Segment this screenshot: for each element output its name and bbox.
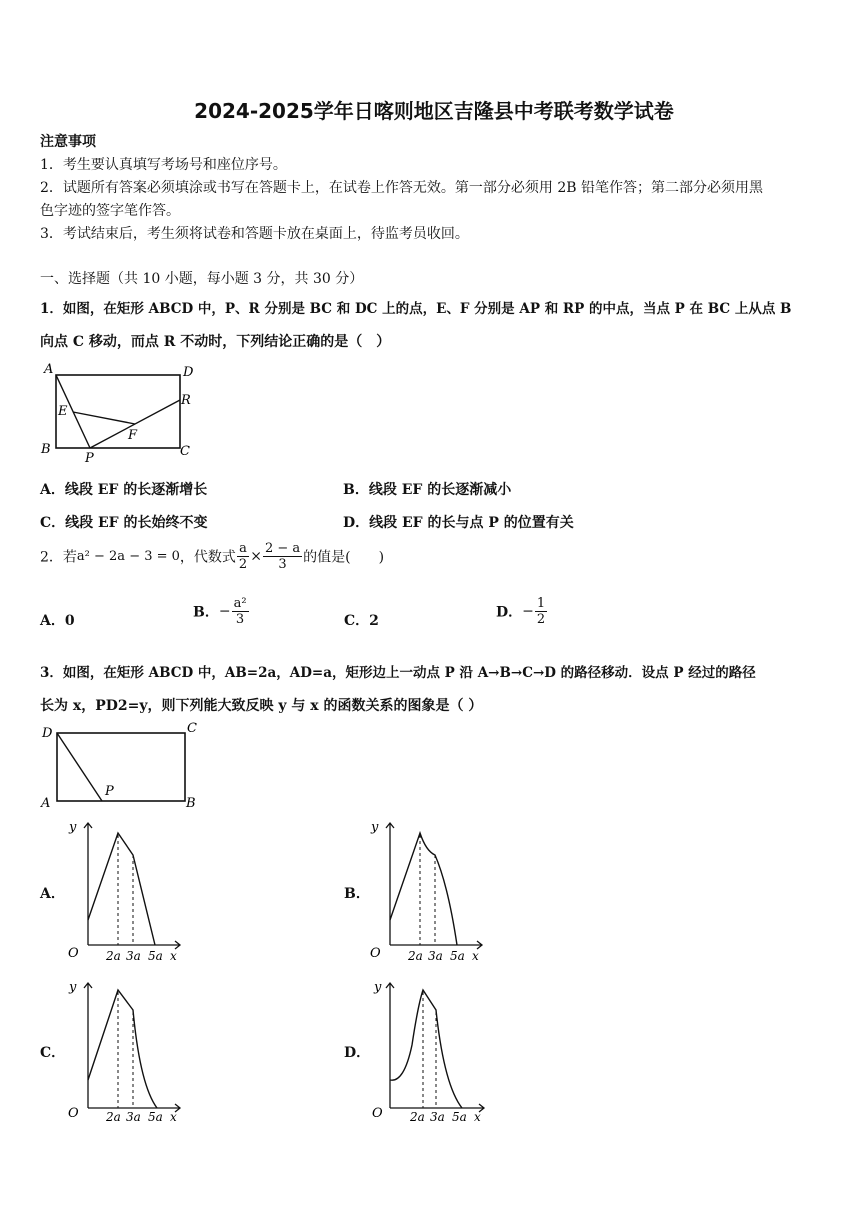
q3-graph-a-tick-5a: 5a — [148, 949, 163, 963]
q1-label-b: B — [41, 442, 51, 457]
q3-graph-d[interactable] — [362, 975, 492, 1125]
section-heading: 一、选择题（共 10 小题，每小题 3 分，共 30 分） — [40, 271, 364, 287]
notice-heading: 注意事项 — [40, 134, 96, 150]
q2-option-d-fraction: $\frac{1}{2}$ — [536, 596, 546, 627]
q3-graph-c-y-label: y — [69, 980, 77, 995]
q1-label-r: R — [181, 393, 191, 408]
q3-rectangle-figure — [38, 718, 208, 813]
q3-graph-b-origin-label: O — [370, 946, 381, 961]
q2-times: × — [250, 548, 262, 565]
q2-stem — [40, 541, 384, 572]
q2-prefix: 2．若 — [40, 549, 77, 566]
page-title: 2024-2025学年日喀则地区吉隆县中考联考数学试卷 — [194, 99, 674, 123]
q3-graph-c-tick-3a: 3a — [126, 1110, 141, 1124]
q1-label-c: C — [180, 444, 190, 459]
q2-option-c[interactable]: C．2 — [344, 613, 379, 629]
q3-graph-d-origin-label: O — [372, 1106, 383, 1121]
q3-option-c-label[interactable]: C． — [40, 1045, 66, 1061]
q1-label-d: D — [183, 365, 194, 380]
q3-label-c: C — [187, 721, 197, 736]
q3-option-a-label[interactable]: A． — [40, 886, 65, 902]
q1-rectangle-figure — [38, 360, 198, 465]
q3-label-a: A — [41, 796, 51, 811]
q1-stem-line1: 1．如图，在矩形 ABCD 中，P、R 分别是 BC 和 DC 上的点，E、F 分别是 AP 和 RP 的中点，当点 P 在 BC 上从点 B — [40, 301, 792, 317]
q3-graph-b[interactable] — [362, 815, 492, 965]
q1-option-d[interactable]: D．线段 EF 的长与点 P 的位置有关 — [343, 515, 574, 531]
q3-graph-b-x-label: x — [472, 949, 479, 963]
q2-fraction-2: $\frac{2 - a}{3}$ — [264, 541, 301, 572]
q3-graph-c-x-label: x — [170, 1110, 177, 1124]
q1-option-b[interactable]: B．线段 EF 的长逐渐减小 — [343, 482, 512, 498]
q1-label-f: F — [128, 428, 138, 443]
q1-option-c[interactable]: C．线段 EF 的长始终不变 — [40, 515, 208, 531]
q3-stem-line1: 3．如图，在矩形 ABCD 中，AB=2a，AD=a，矩形边上一动点 P 沿 A→B→C→D 的路径移动．设点 P 经过的路径 — [40, 665, 756, 681]
q3-option-d-label[interactable]: D． — [344, 1045, 371, 1061]
q3-graph-a-origin-label: O — [68, 946, 79, 961]
q1-label-e: E — [58, 404, 68, 419]
q1-label-a: A — [44, 362, 54, 377]
q3-graph-a-y-label: y — [69, 820, 77, 835]
q2-equation: a² − 2a − 3 = 0 — [76, 549, 180, 564]
q3-graph-b-y-label: y — [371, 820, 379, 835]
q3-label-b: B — [186, 796, 196, 811]
notice-item-2: 2．试题所有答案必须填涂或书写在答题卡上，在试卷上作答无效。第一部分必须用 2B 铅笔作答；第二部分必须用黑 — [40, 180, 763, 196]
q3-graph-d-x-label: x — [474, 1110, 481, 1124]
q3-graph-d-y-label: y — [374, 980, 382, 995]
q3-stem-line2: 长为 x，PD2=y，则下列能大致反映 y 与 x 的函数关系的图象是（ ） — [40, 698, 483, 714]
q3-graph-d-tick-5a: 5a — [452, 1110, 467, 1124]
q3-option-b-label[interactable]: B． — [344, 886, 370, 902]
q3-graph-c-origin-label: O — [68, 1106, 79, 1121]
q3-graph-b-tick-2a: 2a — [408, 949, 423, 963]
q3-graph-a[interactable] — [60, 815, 190, 965]
q3-label-p: P — [105, 784, 114, 799]
q3-graph-c[interactable] — [60, 975, 190, 1125]
q2-fraction-1: $\frac{a}{2}$ — [238, 541, 248, 572]
q2-option-d[interactable]: D．− $\frac{1}{2}$ — [496, 596, 546, 627]
q2-option-b-fraction: $\frac{\text{a²}}{3}$ — [233, 596, 247, 627]
q2-middle: ，代数式 — [179, 549, 236, 566]
q3-label-d: D — [42, 726, 53, 741]
q3-graph-c-tick-5a: 5a — [148, 1110, 163, 1124]
q2-suffix: 的值是( ) — [303, 549, 385, 566]
q3-graph-a-tick-3a: 3a — [126, 949, 141, 963]
q3-graph-d-tick-3a: 3a — [430, 1110, 445, 1124]
notice-item-2-cont: 色字迹的签字笔作答。 — [40, 203, 180, 219]
q3-graph-c-tick-2a: 2a — [106, 1110, 121, 1124]
q1-label-p: P — [85, 451, 94, 465]
q3-graph-a-x-label: x — [170, 949, 177, 963]
q3-graph-b-tick-3a: 3a — [428, 949, 443, 963]
q3-graph-b-tick-5a: 5a — [450, 949, 465, 963]
q3-graph-d-tick-2a: 2a — [410, 1110, 425, 1124]
q3-graph-a-tick-2a: 2a — [106, 949, 121, 963]
q1-option-a[interactable]: A．线段 EF 的长逐渐增长 — [40, 482, 208, 498]
notice-item-3: 3．考试结束后，考生须将试卷和答题卡放在桌面上，待监考员收回。 — [40, 226, 469, 242]
notice-item-1: 1．考生要认真填写考场号和座位序号。 — [40, 157, 287, 173]
q1-stem-line2: 向点 C 移动，而点 R 不动时，下列结论正确的是（ ） — [40, 334, 391, 350]
q2-option-a[interactable]: A．0 — [40, 613, 75, 629]
q2-option-b[interactable]: B．− $\frac{\text{a²}}{3}$ — [193, 596, 247, 627]
